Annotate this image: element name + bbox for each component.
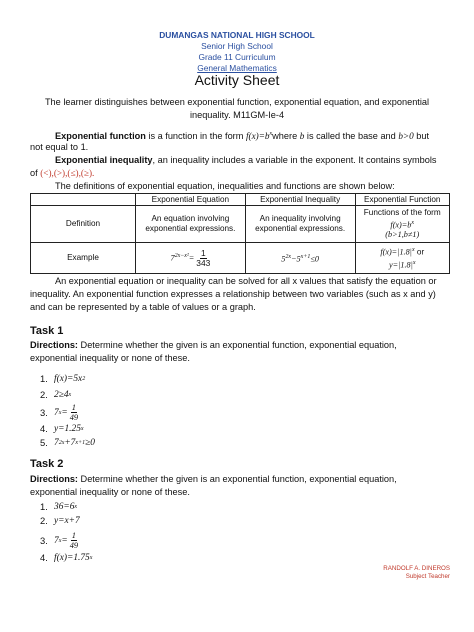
function-definition-line-2: not equal to 1. [30, 142, 89, 152]
equation-fraction: $\frac{1}{343}$ [196, 247, 211, 268]
task-2-item-4: 4. f(x)=1.75 x [40, 552, 93, 563]
inequality-example: $5^{2x}-5^{x+1}\le 0$ [245, 243, 355, 274]
task-2-item-1: 1. 36=6 x [40, 501, 78, 512]
task-1-item-4: 4. y=1.25 x [40, 423, 84, 434]
table-corner [31, 194, 136, 206]
page-title: Activity Sheet [194, 72, 280, 88]
teacher-name: RANDOLF A. DINEROS [383, 565, 450, 572]
task-2-item-2: 2. y=x+7 [40, 515, 80, 526]
header-subject-link[interactable]: General Mathematics [197, 63, 277, 73]
function-example: $f(x)=|1.8|^x$ or $y=|1.8|^x$ [355, 243, 450, 274]
school-name: DUMANGAS NATIONAL HIGH SCHOOL [159, 30, 315, 40]
table-header-equation: Exponential Equation [136, 194, 246, 206]
task-1-directions-line-2: exponential inequality or none of these. [30, 353, 190, 363]
summary-line-2: inequality. An exponential function expresses a relationship between two variables (such as x and y) [30, 289, 436, 299]
task-1-directions: Directions: Determine whether the given is an exponential function, exponential equation, [30, 340, 397, 350]
table-header-inequality: Exponential Inequality [245, 194, 355, 206]
inequality-definition: Exponential inequality, an inequality includes a variable in the exponent. It contains symbols [55, 155, 437, 165]
task-2-directions-line-2: exponential inequality or none of these. [30, 487, 190, 497]
task-1-item-1: 1. f(x)=5x 2 [40, 373, 86, 384]
header-line-3: Grade 11 Curriculum [198, 52, 276, 62]
intro-line-2: inequality. M11GM-Ie-4 [189, 110, 285, 120]
summary-line-3: and can be represented by a table of values or a graph. [30, 302, 256, 312]
row-label-example: Example [31, 243, 136, 274]
table-header-function: Exponential Function [355, 194, 450, 206]
inequality-term: Exponential inequality [55, 155, 153, 165]
equation-definition: An equation involving exponential expressions. [136, 206, 246, 243]
teacher-role: Subject Teacher [405, 573, 450, 580]
task-2-title: Task 2 [30, 458, 64, 470]
function-definition-cell: Functions of the form $f(x)=b^x$ (b>1,b≠1) [355, 206, 450, 243]
inequality-definition-cell: An inequality involving exponential expressions. [245, 206, 355, 243]
task-1-item-5: 5. 7 2x +7 x+1 ≥0 [40, 437, 95, 448]
intro-line-1: The learner distinguishes between exponential function, exponential equation, and exponential [44, 97, 430, 107]
table-intro: The definitions of exponential equation, inequalities and functions are shown below: [55, 181, 395, 191]
task-1-item-2: 2. 2≥4 x [40, 389, 72, 400]
task-1-title: Task 1 [30, 325, 64, 337]
task-1-item-3: 3. 7 x = $\frac{1}{49}$ [40, 403, 79, 422]
task-2-directions: Directions: Determine whether the given is an exponential function, exponential equation, [30, 474, 397, 484]
inequality-symbols: (<),(>),(≤),(≥). [40, 168, 95, 178]
definitions-table [30, 193, 450, 274]
task-2-item-3: 3. 7 x = $\frac{1}{49}$ [40, 531, 79, 550]
row-label-definition: Definition [31, 206, 136, 243]
function-term: Exponential function [55, 131, 146, 142]
equation-example: $7^{2x-x^2}=$ $\frac{1}{343}$ [136, 243, 246, 274]
function-definition: Exponential function is a function in the form $f(x)=b^xwhere$ b is called the base and b>0 but [55, 131, 430, 142]
inequality-symbols-line: of (<),(>),(≤),(≥). [30, 168, 95, 178]
header-line-2: Senior High School [201, 41, 273, 51]
summary-line-1: An exponential equation or inequality can be solved for all x values that satisfy the equation or [55, 276, 437, 286]
